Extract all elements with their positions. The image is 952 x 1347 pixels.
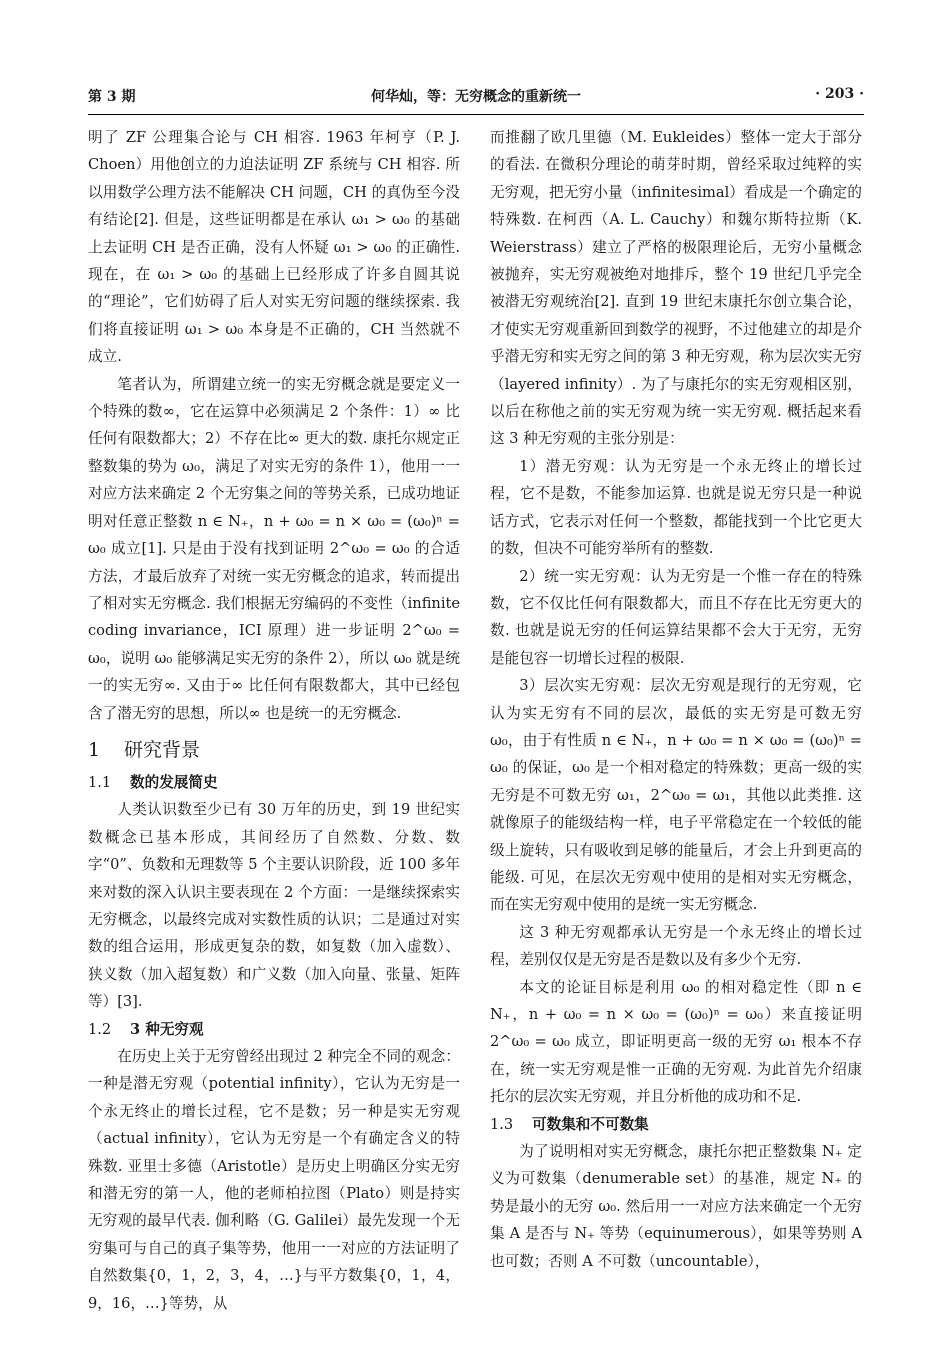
subsection-heading	[88, 769, 460, 796]
paragraph: 本文的论证目标是利用 ω₀ 的相对稳定性（即 n ∈ N₊，n + ω₀ = n × ω₀ = (ω₀)ⁿ = ω₀）来直接证明 2^ω₀ = ω₀ 成立，即证明更高一级的无穷 ω₁ 根本不存在，统一实无穷观是惟一正确的无穷观. 为此首先介绍康托尔的层次实无穷观，并且分析他的成功和不足.	[490, 978, 862, 1106]
subsection-number: 1.2	[88, 1020, 112, 1038]
list-item: 1）潜无穷观：认为无穷是一个永无终止的增长过程，它不是数，不能参加运算. 也就是说无穷只是一种说话方式，它表示对任何一个整数，都能找到一个比它更大的数，但决不可能穷举所有的整数.	[490, 457, 862, 558]
paragraph: 笔者认为，所谓建立统一的实无穷概念就是要定义一个特殊的数∞，它在运算中必须满足 2 个条件：1）∞ 比任何有限数都大；2）不存在比∞ 更大的数. 康托尔规定正整数集的势为 ω₀，满足了对实无穷的条件 1），他用一一对应方法来确定 2 个无穷集之间的等势关系，已成功地证明对任意正整数 n ∈ N₊，n + ω₀ = n × ω₀ = (ω₀)ⁿ = ω₀ 成立[1]. 只是由于没有找到证明 2^ω₀ = ω₀ 的合适方法，才最后放弃了对统一实无穷概念的追求，转而提出了相对实无穷概念. 我们根据无穷编码的不变性（infinite coding invariance，ICI 原理）进一步证明 2^ω₀ = ω₀，说明 ω₀ 能够满足实无穷的条件 2），所以 ω₀ 就是统一的实无穷∞. 又由于∞ 比任何有限数都大，其中已经包含了潜无穷的思想，所以∞ 也是统一的无穷概念.	[88, 375, 460, 722]
paragraph: 人类认识数至少已有 30 万年的历史，到 19 世纪实数概念已基本形成，其间经历了自然数、分数、数字“0”、负数和无理数等 5 个主要认识阶段，近 100 多年来对数的深入认识主要表现在 2 个方面：一是继续探索实无穷概念，以最终完成对实数性质的认识；二是通过对实数的组合运用，形成更复杂的数，如复数（加入虚数）、狭义数（加入超复数）和广义数（加入向量、张量、矩阵等）[3].	[88, 801, 460, 1011]
subsection-heading	[490, 1111, 862, 1138]
paragraph: 而推翻了欧几里德（M. Eukleides）整体一定大于部分的看法. 在微积分理论的萌芽时期，曾经采取过纯粹的实无穷观，把无穷小量（infinitesimal）看成是一个确定的特殊数. 在柯西（A. L. Cauchy）和魏尔斯特拉斯（K. Weierstrass）建立了严格的极限理论后，无穷小量概念被抛弃，实无穷观被绝对地排斥，整个 19 世纪几乎完全被潜无穷观统治[2]. 直到 19 世纪末康托尔创立集合论，才使实无穷观重新回到数学的视野，不过他建立的却是介乎潜无穷和实无穷之间的第 3 种无穷观，称为层次实无穷（layered infinity）. 为了与康托尔的实无穷观相区别，以后在称他之前的实无穷观为统一实无穷观. 概括起来看这 3 种无穷观的主张分别是：	[490, 129, 862, 448]
subsection-title: 可数集和不可数集	[532, 1115, 649, 1133]
left-column	[88, 124, 460, 1317]
subsection-number: 1.3	[490, 1115, 514, 1133]
subsection-heading	[88, 1016, 460, 1043]
paragraph: 明了 ZF 公理集合论与 CH 相容. 1963 年柯亨（P. J. Choen）用他创立的力迫法证明 ZF 系统与 CH 相容. 所以用数学公理方法不能解决 CH 问题，CH 的真伪至今没有结论[2]. 但是，这些证明都是在承认 ω₁ > ω₀ 的基础上去证明 CH 是否正确，没有人怀疑 ω₁ > ω₀ 的正确性. 现在，在 ω₁ > ω₀ 的基础上已经形成了许多自圆其说的“理论”，它们妨碍了后人对实无穷问题的继续探索. 我们将直接证明 ω₁ > ω₀ 本身是不正确的，CH 当然就不成立.	[88, 129, 460, 366]
running-header	[88, 86, 864, 110]
paragraph: 为了说明相对实无穷概念，康托尔把正整数集 N₊ 定义为可数集（denumerable set）的基准，规定 N₊ 的势是最小的无穷 ω₀. 然后用一一对应方法来确定一个无穷集 A 是否与 N₊ 等势（equinumerous），如果等势则 A 也可数；否则 A 不可数（uncountable），	[490, 1143, 862, 1270]
issue-number: 第 3 期	[88, 89, 136, 105]
subsection-title: 数的发展简史	[130, 773, 218, 791]
section-heading	[88, 735, 460, 765]
paragraph: 这 3 种无穷观都承认无穷是一个永无终止的增长过程，差别仅仅是无穷是否是数以及有多少个无穷.	[490, 923, 862, 969]
right-column	[490, 124, 862, 1275]
section-number: 1	[88, 738, 101, 761]
subsection-number: 1.1	[88, 773, 112, 791]
paragraph: 在历史上关于无穷曾经出现过 2 种完全不同的观念：一种是潜无穷观（potential infinity），它认为无穷是一个永无终止的增长过程，它不是数；另一种是实无穷观（actual infinity），它认为无穷是一个有确定含义的特殊数. 亚里士多德（Aristotle）是历史上明确区分实无穷和潜无穷的第一人，他的老师柏拉图（Plato）则是持实无穷观的最早代表. 伽利略（G. Galilei）最先发现一个无穷集可与自己的真子集等势，他用一一对应的方法证明了自然数集{0，1，2，3，4，…}与平方数集{0，1，4，9，16，…}等势，从	[88, 1048, 460, 1312]
header-rule	[88, 114, 864, 115]
list-item: 2）统一实无穷观：认为无穷是一个惟一存在的特殊数，它不仅比任何有限数都大，而且不存在比无穷更大的数. 也就是说无穷的任何运算结果都不会大于无穷，无穷是能包容一切增长过程的极限.	[490, 567, 862, 667]
page-number: · 203 ·	[815, 86, 864, 102]
section-title: 研究背景	[124, 738, 201, 761]
subsection-title: 3 种无穷观	[130, 1020, 204, 1038]
list-item: 3）层次实无穷观：层次无穷观是现行的无穷观，它认为实无穷有不同的层次，最低的实无穷是可数无穷 ω₀，由于有性质 n ∈ N₊，n + ω₀ = n × ω₀ = (ω₀)ⁿ = ω₀ 的保证，ω₀ 是一个相对稳定的特殊数；更高一级的实无穷是不可数无穷 ω₁，2^ω₀ = ω₁，其他以此类推. 这就像原子的能级结构一样，电子平常稳定在一个较低的能级上旋转，只有吸收到足够的能量后，才会上升到更高的能级. 可见，在层次无穷观中使用的是相对实无穷概念，而在实无穷观中使用的是统一实无穷概念.	[490, 677, 862, 914]
running-title: 何华灿，等：无穷概念的重新统一	[371, 89, 581, 105]
